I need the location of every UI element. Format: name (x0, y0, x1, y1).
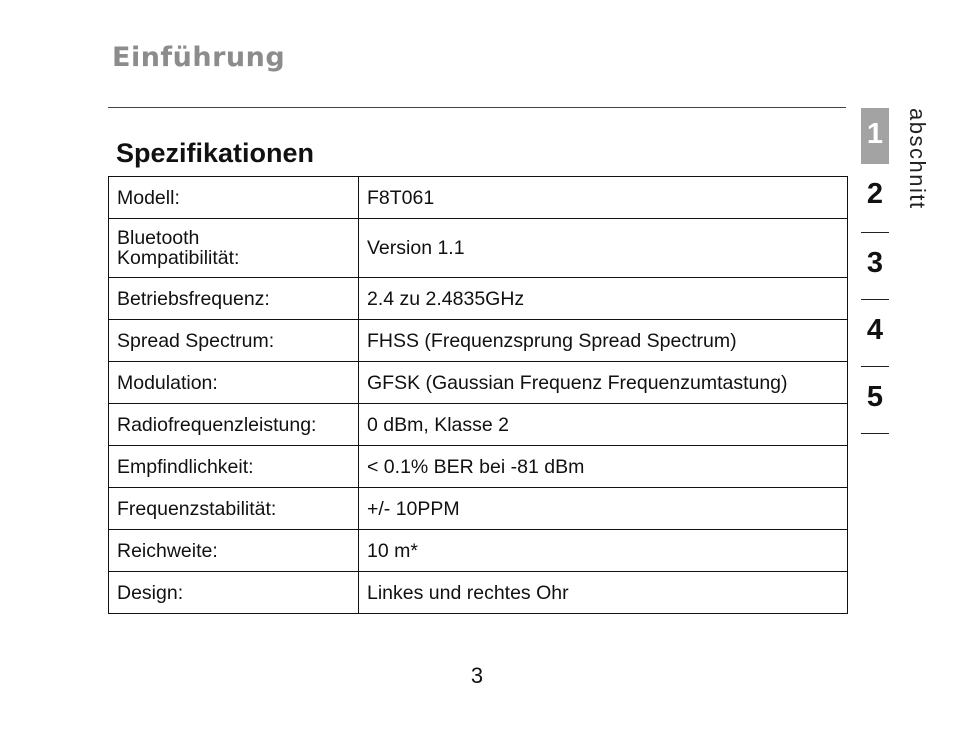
section-nav (861, 108, 889, 434)
section-tab-2[interactable] (861, 164, 889, 233)
table-row (109, 404, 848, 446)
table-row (109, 320, 848, 362)
spec-value: Linkes und rechtes Ohr (359, 572, 848, 614)
section-tab-number: 5 (866, 381, 884, 413)
table-row (109, 362, 848, 404)
spec-value: Version 1.1 (359, 219, 848, 278)
spec-label: Frequenzstabilität: (109, 488, 359, 530)
spec-value: +/- 10PPM (359, 488, 848, 530)
table-row (109, 446, 848, 488)
spec-label: Spread Spectrum: (109, 320, 359, 362)
table-row (109, 177, 848, 219)
section-title: Spezifikationen (116, 138, 315, 168)
section-tab-4[interactable] (861, 300, 889, 367)
spec-label: Modulation: (109, 362, 359, 404)
spec-value: 0 dBm, Klasse 2 (359, 404, 848, 446)
specifications-table (108, 176, 848, 614)
section-nav-label: abschnitt (905, 108, 930, 210)
spec-value: < 0.1% BER bei -81 dBm (359, 446, 848, 488)
spec-label: Modell: (109, 177, 359, 219)
spec-label: Reichweite: (109, 530, 359, 572)
table-row (109, 572, 848, 614)
spec-value: GFSK (Gaussian Frequenz Frequenzumtastung) (359, 362, 848, 404)
spec-label: Empfindlichkeit: (109, 446, 359, 488)
spec-label: Bluetooth Kompatibilität: (109, 219, 359, 278)
section-tab-1[interactable] (861, 108, 889, 164)
spec-value: 10 m* (359, 530, 848, 572)
table-row (109, 488, 848, 530)
table-row (109, 530, 848, 572)
page-number: 3 (470, 663, 484, 688)
spec-label: Betriebsfrequenz: (109, 278, 359, 320)
section-tab-number: 3 (866, 247, 884, 279)
section-tab-3[interactable] (861, 233, 889, 300)
divider (861, 433, 889, 434)
spec-label: Radiofrequenzleistung: (109, 404, 359, 446)
header-divider (108, 107, 846, 108)
spec-label: Design: (109, 572, 359, 614)
spec-value: F8T061 (359, 177, 848, 219)
section-tab-number: 1 (866, 118, 884, 150)
section-tab-5[interactable] (861, 367, 889, 434)
table-row (109, 278, 848, 320)
page-title: Einführung (112, 42, 286, 73)
section-tab-number: 4 (866, 314, 884, 346)
section-tab-number: 2 (866, 178, 884, 210)
spec-value: FHSS (Frequenzsprung Spread Spectrum) (359, 320, 848, 362)
spec-value: 2.4 zu 2.4835GHz (359, 278, 848, 320)
table-row (109, 219, 848, 278)
